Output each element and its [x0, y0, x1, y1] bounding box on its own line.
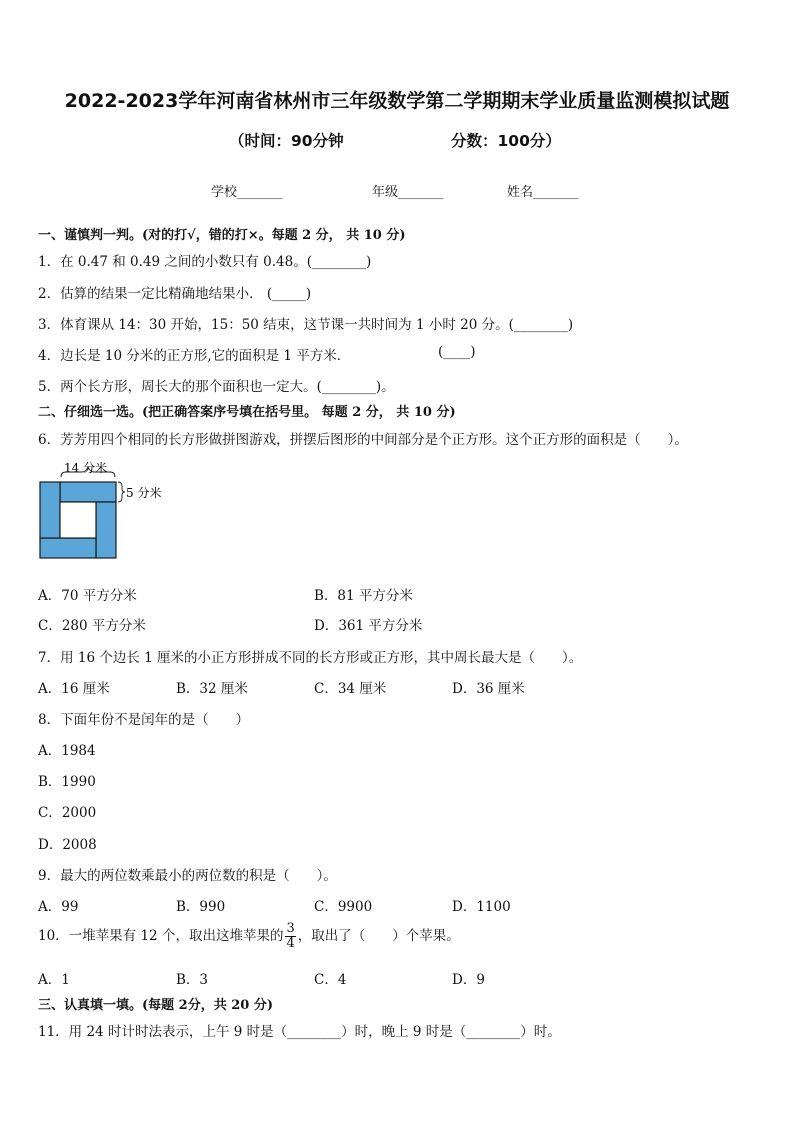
question-4-blank: (____) [438, 344, 476, 360]
q10-text-start: 10．一堆苹果有 12 个，取出这堆苹果的 [38, 928, 284, 944]
q9-option-b[interactable]: B．990 [176, 899, 226, 915]
q7-option-b[interactable]: B．32 厘米 [176, 681, 248, 697]
q6-option-d[interactable]: D．361 平方分米 [314, 618, 423, 634]
side-brace [118, 482, 125, 502]
q10-fraction-numerator: 3 [286, 921, 295, 936]
section-3-heading: 三、认真填一填。(每题 2分，共 20 分) [38, 998, 274, 1013]
rect-right [96, 502, 116, 558]
section-2-heading: 二、仔细选一选。(把正确答案序号填在括号里。 每题 2 分， 共 10 分) [38, 405, 456, 420]
question-10 [38, 922, 460, 951]
q10-fraction-denominator: 4 [286, 936, 295, 951]
q8-option-d[interactable]: D．2008 [38, 837, 97, 853]
side-dimension-label: 5 分米 [126, 486, 162, 500]
question-1: 1．在 0.47 和 0.49 之间的小数只有 0.48。(________) [38, 254, 372, 270]
top-dimension-label: 14 分米 [64, 461, 108, 475]
center-square [60, 502, 96, 538]
question-9: 9．最大的两位数乘最小的两位数的积是（ ）。 [38, 868, 337, 884]
rect-top [60, 482, 116, 502]
q7-option-d[interactable]: D．36 厘米 [452, 681, 525, 697]
q7-option-a[interactable]: A．16 厘米 [38, 681, 110, 697]
q10-text-end: ，取出了（ ）个苹果。 [297, 928, 460, 944]
section-1-heading: 一、谨慎判一判。(对的打√，错的打×。每题 2 分， 共 10 分) [38, 228, 406, 243]
q6-option-a[interactable]: A．70 平方分米 [38, 588, 137, 604]
grade-field: 年级_______ [372, 185, 444, 200]
q10-fraction [285, 922, 295, 951]
q8-option-a[interactable]: A．1984 [38, 743, 96, 759]
question-7: 7．用 16 个边长 1 厘米的小正方形拼成不同的长方形或正方形，其中周长最大是（ ）。 [38, 650, 583, 666]
exam-time: （时间：90分钟 [229, 132, 344, 150]
question-8: 8．下面年份不是闰年的是（ ） [38, 712, 250, 728]
q10-option-b[interactable]: B．3 [176, 972, 209, 988]
q10-option-c[interactable]: C．4 [314, 972, 347, 988]
q9-option-c[interactable]: C．9900 [314, 899, 373, 915]
school-field: 学校_______ [211, 185, 283, 200]
question-2: 2．估算的结果一定比精确地结果小． (_____) [38, 286, 312, 302]
q6-option-b[interactable]: B．81 平方分米 [314, 588, 413, 604]
q10-option-a[interactable]: A．1 [38, 972, 70, 988]
q10-option-d[interactable]: D．9 [452, 972, 485, 988]
rect-bottom [40, 538, 96, 558]
question-3: 3．体育课从 14：30 开始，15：50 结束，这节课一共时间为 1 小时 20 分。(________) [38, 317, 574, 333]
q8-option-c[interactable]: C．2000 [38, 805, 97, 821]
q8-option-b[interactable]: B．1990 [38, 774, 96, 790]
q9-option-a[interactable]: A．99 [38, 899, 79, 915]
question-4: 4．边长是 10 分米的正方形,它的面积是 1 平方米． [38, 348, 351, 364]
q9-option-d[interactable]: D．1100 [452, 899, 511, 915]
q7-option-c[interactable]: C．34 厘米 [314, 681, 387, 697]
question-11: 11．用 24 时计时法表示，上午 9 时是（________）时，晚上 9 时是（________）时。 [38, 1024, 561, 1040]
question-5: 5．两个长方形，周长大的那个面积也一定大。(________)。 [38, 379, 395, 395]
q6-rectangle-figure [36, 458, 176, 562]
question-6: 6．芳芳用四个相同的长方形做拼图游戏，拼摆后图形的中间部分是个正方形。这个正方形的面积是（ ）。 [38, 432, 688, 448]
exam-score: 分数：100分） [451, 132, 561, 150]
page-title: 2022-2023学年河南省林州市三年级数学第二学期期末学业质量监测模拟试题 [64, 90, 730, 112]
name-field: 姓名_______ [507, 185, 579, 200]
q6-option-c[interactable]: C．280 平方分米 [38, 618, 146, 634]
rect-left [40, 482, 60, 538]
